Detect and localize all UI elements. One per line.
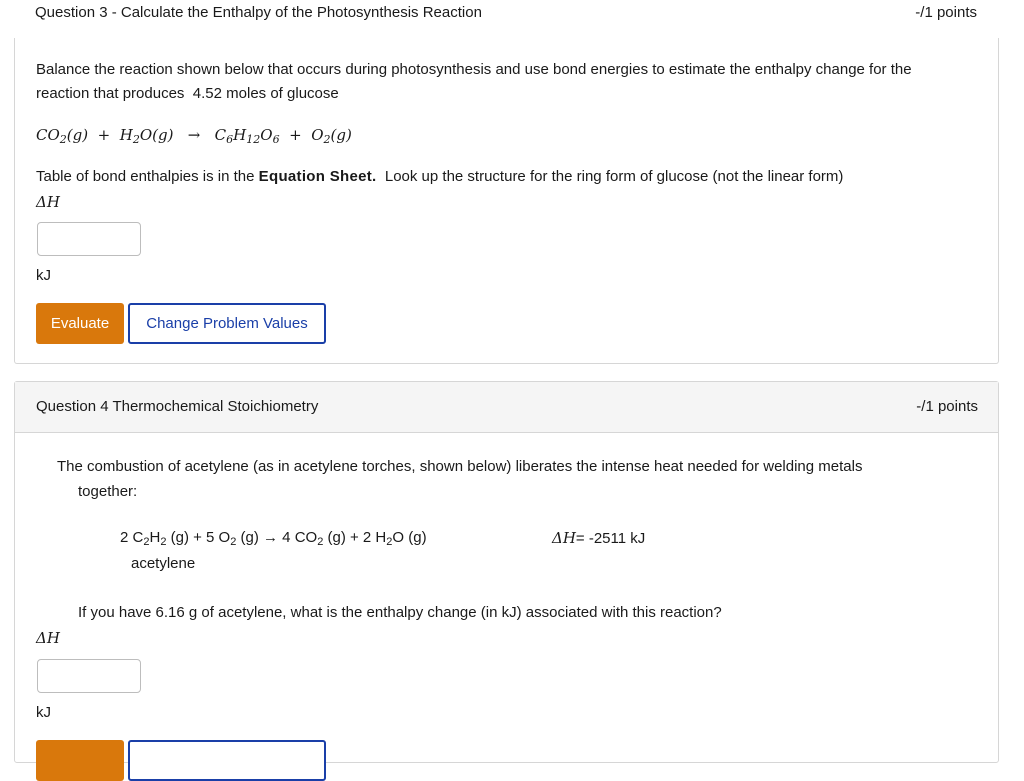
q3-instruction-line2: reaction that produces 4.52 moles of glucose bbox=[36, 85, 339, 102]
q3-title: Question 3 - Calculate the Enthalpy of the Photosynthesis Reaction bbox=[35, 4, 482, 21]
q3-points: -/1 points bbox=[915, 4, 977, 21]
q4-answer-input[interactable] bbox=[37, 659, 141, 693]
q3-equation: $CO_2(g) + H_2O(g)$ → $C_6H_{12}O_6 + O_2(g)$ bbox=[36, 126, 352, 146]
q4-delta-h: ΔH= -2511 kJ bbox=[552, 529, 646, 547]
q4-intro-line2: together: bbox=[78, 483, 138, 500]
q4-intro-line1: The combustion of acetylene (as in acetylene torches, shown below) liberates the intense heat needed for welding metals bbox=[57, 458, 863, 475]
q4-delta-h-label: ΔH bbox=[36, 629, 60, 647]
evaluate-button[interactable]: Evaluate bbox=[36, 303, 124, 344]
q4-change-problem-values-button[interactable] bbox=[128, 740, 326, 781]
q4-evaluate-button[interactable] bbox=[36, 740, 124, 781]
q4-unit: kJ bbox=[36, 704, 51, 721]
q4-card bbox=[14, 381, 999, 763]
q4-points: -/1 points bbox=[916, 398, 978, 415]
q3-table-note: Table of bond enthalpies is in the Equation Sheet. Look up the structure for the ring form of glucose (not the linear form) bbox=[36, 168, 844, 185]
q3-header bbox=[14, 0, 997, 39]
q3-instruction-line1: Balance the reaction shown below that occurs during photosynthesis and use bond energies to estimate the enthalpy change for the bbox=[36, 61, 912, 78]
q3-delta-h-label: ΔH bbox=[36, 193, 60, 211]
q4-intro bbox=[57, 454, 862, 504]
change-problem-values-button[interactable]: Change Problem Values bbox=[128, 303, 326, 344]
q4-question: If you have 6.16 g of acetylene, what is the enthalpy change (in kJ) associated with this reaction? bbox=[78, 604, 722, 621]
q3-unit: kJ bbox=[36, 267, 51, 284]
q3-moles: 4.52 bbox=[192, 85, 222, 102]
equation-sheet-link[interactable]: Equation Sheet. bbox=[258, 168, 377, 185]
q3-instruction bbox=[36, 58, 986, 106]
q4-equation: 2 $C_2H_2$ (g) + 5 $O_2$ (g) → 4 $CO_2$ (g) + 2 $H_2O$ (g) bbox=[120, 529, 427, 548]
q4-header bbox=[15, 382, 998, 433]
q4-equation-label: acetylene bbox=[131, 555, 196, 572]
q4-title: Question 4 Thermochemical Stoichiometry bbox=[36, 398, 319, 415]
reaction-arrow-icon: → bbox=[187, 126, 201, 144]
q3-body bbox=[14, 38, 999, 364]
q3-answer-input[interactable] bbox=[37, 222, 141, 256]
